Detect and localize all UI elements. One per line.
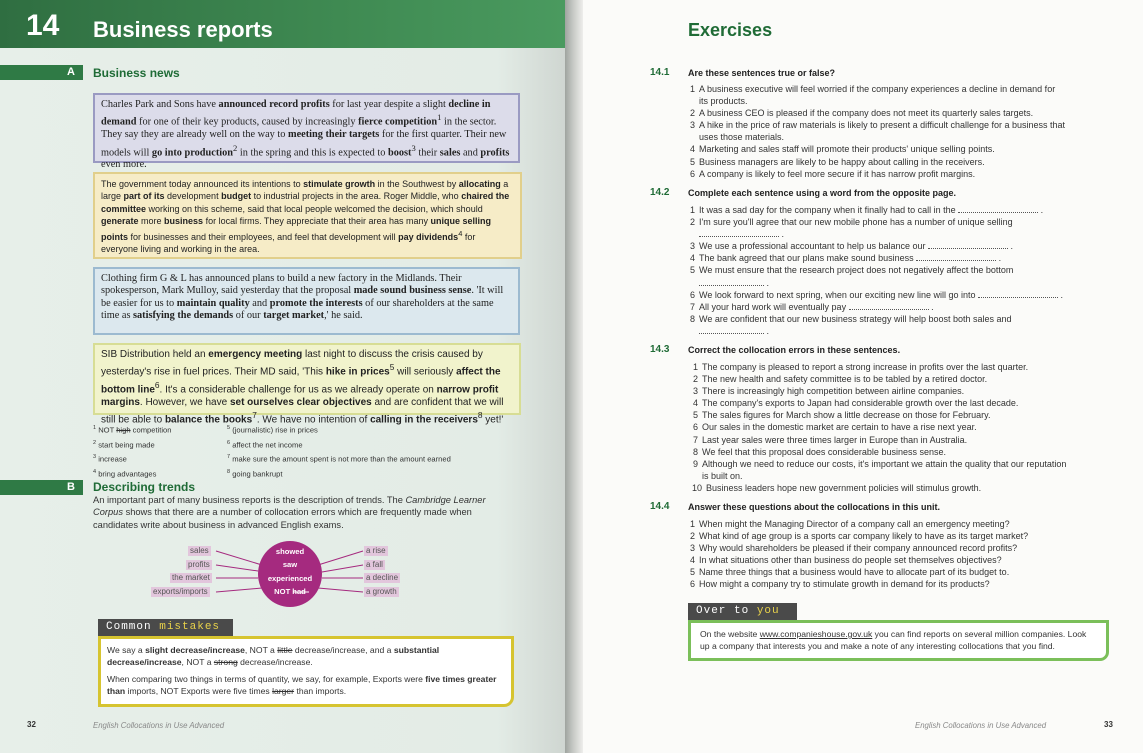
mistake-note: We say a slight decrease/increase, NOT a little decrease/increase, and a substantial decrease/increase, NOT a strong decrease/increase. xyxy=(107,645,440,667)
page-number: 32 xyxy=(27,720,36,729)
unit-title: Business reports xyxy=(93,17,273,42)
list-item: 4 The company's exports to Japan had considerable growth over the last decade. xyxy=(692,398,1019,409)
news-box-4: SIB Distribution held an emergency meeting last night to discuss the crisis caused by yesterday's rise in fuel prices. Their MD said, 'This hike in prices$^5$ will seriously affect the bottom line$^6$. It's a considerable challenge for us as we already operate on narrow profit margins. However, we have set ourselves clear objectives and are confident that we will still be able to balance the books$^7$. We have no intention of calling in the receivers$^8$ yet!' xyxy=(93,343,521,415)
over-to-you-tab: Over to you xyxy=(688,603,797,620)
answer-blank[interactable] xyxy=(699,229,779,237)
list-item: 6 How might a company try to stimulate growth in demand for its products? xyxy=(689,579,990,590)
collocation-verb-incorrect: NOT had xyxy=(274,587,306,596)
connector-line xyxy=(318,551,363,565)
list-item: 5 The sales figures for March show a little decrease on those for February. xyxy=(692,410,991,421)
exercise-14-4-list xyxy=(686,518,1066,591)
answer-blank[interactable] xyxy=(916,253,996,261)
answer-blank[interactable] xyxy=(928,241,1008,249)
exercise-number: 14.4 xyxy=(650,501,670,512)
list-item: 6 We look forward to next spring, when our exciting new line will go into . xyxy=(689,289,1063,300)
connector-line xyxy=(318,588,363,592)
collocation-object: a rise xyxy=(366,546,386,555)
list-item: 4 In what situations other than business do people set themselves objectives? xyxy=(689,555,1002,566)
list-item: 7 Last year sales were three times larger in Europe than in Australia. xyxy=(692,434,968,445)
list-item: 5 Business managers are likely to be happy about calling in the receivers. xyxy=(689,156,985,167)
list-item: 5 We must ensure that the research project does not negatively affect the bottom . xyxy=(689,265,1014,288)
list-item: 3 We use a professional accountant to help us balance our . xyxy=(689,241,1013,252)
mistake-note: When comparing two things in terms of quantity, we say, for example, Exports were five times greater than imports, NOT Exports were five times larger than imports. xyxy=(107,674,497,696)
section-a-letter: A xyxy=(67,66,75,78)
collocation-verb: saw xyxy=(282,560,298,569)
collocation-subject: exports/imports xyxy=(153,587,208,596)
list-item: 5 Name three things that a business would have to allocate part of its budget to. xyxy=(689,567,1010,578)
list-item: 7 All your hard work will eventually pay . xyxy=(689,301,934,312)
collocation-verb: experienced xyxy=(267,574,313,583)
list-item: 3 Why would shareholders be pleased if their company announced record profits? xyxy=(689,543,1018,554)
list-item: 2 A business CEO is pleased if the company does not meet its quarterly sales targets. xyxy=(689,108,1034,119)
list-item: 4 Marketing and sales staff will promote their products' unique selling points. xyxy=(689,144,995,155)
news-box-2: The government today announced its intentions to stimulate growth in the Southwest by allocating a large part of its development budget to industrial projects in the area. Roger Middle, who chaired the committee working on this scheme, said that local people welcomed the decision, which should generate more business for local firms. They appreciate that their area has many unique selling points for businesses and their employees, and feel that development will pay dividends$^4$ for everyone living and working in the area. xyxy=(93,172,522,259)
news-box-1: Charles Park and Sons have announced record profits for last year despite a slight decline in demand for one of their key products, caused by increasingly fierce competition$^1$ in the sector. They say they are already well on the way to meeting their targets for the first quarter. Their new models will go into production$^2$ in the spring and this is expected to boost$^3$ their sales and profits even more. xyxy=(93,93,520,163)
list-item: 4 The bank agreed that our plans make sound business . xyxy=(689,253,1002,264)
page-number: 33 xyxy=(1104,720,1113,729)
exercise-14-2-list xyxy=(686,204,1066,337)
collocation-verb: showed xyxy=(275,547,305,556)
right-page xyxy=(583,0,1143,753)
list-item: 8 We are confident that our new business strategy will help boost both sales and . xyxy=(689,313,1012,336)
footnote: $^4$ bring advantages xyxy=(93,468,157,479)
list-item: 2 What kind of age group is a sports car company likely to have as its target market? xyxy=(689,531,1029,542)
exercise-number: 14.3 xyxy=(650,344,670,355)
exercise-question: Answer these questions about the collocations in this unit. xyxy=(688,502,941,512)
exercise-number: 14.2 xyxy=(650,187,670,198)
page-footer: English Collocations in Use Advanced xyxy=(93,721,225,730)
collocation-subject: the market xyxy=(172,573,210,582)
page-footer: English Collocations in Use Advanced xyxy=(915,721,1047,730)
collocation-object: a growth xyxy=(366,587,397,596)
list-item: 3 There is increasingly high competition between airline companies. xyxy=(692,386,965,397)
list-item: 10 Business leaders hope new government policies will stimulus growth. xyxy=(691,482,982,493)
exercise-question: Complete each sentence using a word from the opposite page. xyxy=(688,188,957,198)
list-item: 2 I'm sure you'll agree that our new mobile phone has a number of unique selling . xyxy=(689,217,1013,240)
exercise-14-3-list xyxy=(689,361,1074,494)
website-link[interactable]: www.companieshouse.gov.uk xyxy=(759,629,873,639)
section-b-letter: B xyxy=(67,481,75,493)
connector-line xyxy=(216,588,262,592)
exercise-question: Correct the collocation errors in these sentences. xyxy=(688,345,901,355)
footnote: $^2$ start being made xyxy=(93,439,155,450)
footnote: $^1$ NOT high competition xyxy=(93,425,172,435)
book-gutter xyxy=(565,0,583,753)
list-item: 1 A business executive will feel worried if the company experiences a decline in demand for its products. xyxy=(689,84,1056,107)
answer-blank[interactable] xyxy=(978,290,1058,298)
footnote: $^6$ affect the net income xyxy=(227,439,303,450)
common-mistakes-tab: Common mistakes xyxy=(98,619,233,636)
list-item: 1 When might the Managing Director of a company call an emergency meeting? xyxy=(689,519,1010,529)
footnote: $^7$ make sure the amount spent is not more than the amount earned xyxy=(227,454,451,464)
list-item: 8 We feel that this proposal does considerable business sense. xyxy=(692,446,946,457)
list-item: 1 It was a sad day for the company when it finally had to call in the . xyxy=(689,205,1044,215)
list-item: 6 Our sales in the domestic market are certain to have a rise next year. xyxy=(692,422,977,433)
list-item: 6 A company is likely to feel more secure if it has narrow profit margins. xyxy=(689,168,976,179)
connector-line xyxy=(322,565,363,572)
section-a-title: Business news xyxy=(93,66,180,80)
list-item: 2 The new health and safety committee is to be tabled by a retired doctor. xyxy=(692,374,988,385)
exercise-question: Are these sentences true or false? xyxy=(688,68,836,78)
trends-paragraph: An important part of many business reports is the description of trends. The Cambridge Learner Corpus shows that there are a number of collocation errors which are frequently made when candidates write about business in advanced English exams. xyxy=(93,495,486,530)
answer-blank[interactable] xyxy=(958,205,1038,213)
footnote: $^8$ going bankrupt xyxy=(227,468,283,479)
collocation-object: a decline xyxy=(366,573,399,582)
unit-number: 14 xyxy=(26,9,60,42)
list-item: 9 Although we need to reduce our costs, it's important we attain the quality that our reputation is built on. xyxy=(692,458,1067,481)
exercises-title: Exercises xyxy=(688,20,773,40)
collocation-object: a fall xyxy=(366,560,383,569)
exercise-14-1-list xyxy=(686,83,1066,180)
common-mistakes-box xyxy=(98,636,514,707)
collocation-subject: sales xyxy=(190,546,209,555)
collocation-subject: profits xyxy=(188,560,210,569)
news-box-3: Clothing firm G & L has announced plans to build a new factory in the Midlands. Their spokesperson, Mark Mulloy, said yesterday that the proposal made sound business sense. 'It will be easier for us to maintain quality and promote the interests of our shareholders at the same time as satisfying the demands of our target market,' he said. xyxy=(93,267,520,335)
list-item: 3 A hike in the price of raw materials is likely to present a difficult challenge for a business that uses those materials. xyxy=(689,120,1066,143)
answer-blank[interactable] xyxy=(849,302,929,310)
over-to-you-box: On the website www.companieshouse.gov.uk you can find reports on several million companies. Look up a company that interests you and make a note of any interesting collocations that you find. xyxy=(688,620,1109,661)
left-page xyxy=(0,0,565,753)
list-item: 1 The company is pleased to report a strong increase in profits over the last quarter. xyxy=(692,362,1029,372)
footnote: $^3$ increase xyxy=(93,454,127,464)
collocation-verb-circle xyxy=(258,541,322,607)
connector-line xyxy=(216,565,258,571)
connector-line xyxy=(216,551,262,565)
strike-mark xyxy=(273,590,313,594)
exercise-number: 14.1 xyxy=(650,67,670,78)
answer-blank[interactable] xyxy=(699,326,764,334)
footnote: $^5$ (journalistic) rise in prices xyxy=(227,425,318,435)
answer-blank[interactable] xyxy=(699,278,764,286)
section-b-title: Describing trends xyxy=(93,480,196,494)
